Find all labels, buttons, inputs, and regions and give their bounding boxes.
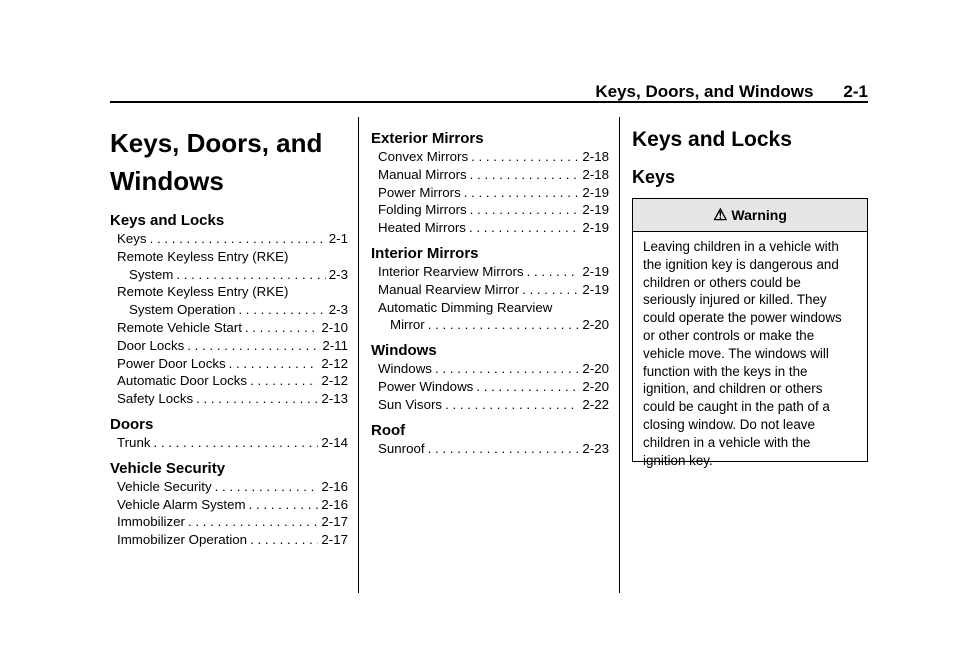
leader-dots (445, 396, 579, 414)
leader-dots (470, 201, 580, 219)
leader-dots (245, 319, 318, 337)
toc-entry[interactable] (110, 531, 348, 549)
warning-line: or other controls or make the (643, 327, 815, 343)
toc-entry-title: Immobilizer (117, 514, 185, 530)
toc-entry-title: Remote Keyless Entry (RKE) (117, 284, 289, 300)
toc-entry-title: Automatic Dimming Rearview (378, 299, 553, 315)
toc-entry-title-cont: System (129, 266, 174, 282)
toc-entry-page: 2-18 (582, 149, 609, 164)
warning-line: Leaving children in a vehicle with (643, 239, 839, 254)
leader-dots (470, 166, 580, 184)
toc-entry[interactable] (110, 496, 348, 514)
toc-entry[interactable] (110, 230, 348, 248)
toc-heading-vehicle-security: Vehicle Security (110, 459, 226, 477)
toc-list (110, 434, 348, 452)
leader-dots (428, 440, 580, 458)
leader-dots (527, 263, 580, 281)
toc-entry-title: Sunroof (378, 440, 425, 456)
toc-entry-page: 2-23 (582, 440, 609, 456)
warning-line: the ignition key is dangerous and (643, 256, 839, 272)
toc-entry-page: 2-19 (582, 220, 609, 236)
toc-entry-page: 2-3 (328, 266, 348, 282)
toc-list (371, 440, 609, 458)
toc-entry-title: Remote Vehicle Start (117, 319, 242, 335)
toc-entry[interactable] (371, 378, 609, 396)
toc-entry[interactable] (371, 396, 609, 414)
warning-label: Warning (731, 207, 787, 223)
toc-entry-page: 2-18 (582, 166, 609, 182)
toc-entry-page: 2-19 (582, 263, 609, 279)
warning-box (632, 198, 868, 468)
toc-entry-page: 2-16 (321, 478, 348, 494)
toc-entry[interactable] (110, 337, 348, 355)
chapter-title-line-2: Windows (110, 166, 224, 196)
toc-column-2 (371, 130, 609, 465)
toc-entry-title: Trunk (117, 434, 151, 450)
toc-entry-title: Convex Mirrors (378, 149, 469, 164)
toc-entry-title: Interior Rearview Mirrors (378, 263, 524, 279)
toc-entry[interactable] (371, 281, 609, 299)
toc-entry-title: Door Locks (117, 337, 185, 353)
toc-entry[interactable] (110, 248, 348, 284)
toc-entry-title: Folding Mirrors (378, 202, 467, 218)
toc-entry-page: 2-17 (321, 532, 348, 548)
toc-entry[interactable] (110, 390, 348, 408)
toc-entry-title: Safety Locks (117, 391, 194, 407)
toc-entry-page: 2-19 (582, 281, 609, 297)
toc-entry-page: 2-14 (321, 434, 348, 450)
leader-dots (176, 266, 325, 284)
leader-dots (469, 219, 579, 237)
leader-dots (150, 230, 326, 248)
toc-heading-keys-and-locks: Keys and Locks (110, 212, 225, 229)
toc-entry-title: Power Mirrors (378, 184, 461, 200)
toc-entry-title: Manual Mirrors (378, 166, 467, 182)
leader-dots (196, 390, 318, 408)
warning-line: vehicle move. The windows will (643, 345, 829, 361)
leader-dots (238, 301, 325, 319)
warning-line: closing window. Do not leave (643, 416, 815, 432)
toc-entry[interactable] (371, 166, 609, 184)
toc-entry-page: 2-3 (328, 302, 348, 318)
warning-text (633, 232, 867, 469)
column-divider-1 (358, 117, 359, 593)
toc-entry-page: 2-13 (321, 391, 348, 407)
toc-entry-title: Manual Rearview Mirror (378, 281, 520, 297)
warning-line: could be caught in the path of a (643, 399, 830, 415)
leader-dots (428, 316, 580, 334)
toc-entry-title: Power Door Locks (117, 355, 226, 371)
toc-entry[interactable] (110, 319, 348, 337)
toc-entry[interactable] (110, 478, 348, 496)
leader-dots (154, 434, 319, 452)
leader-dots (187, 337, 319, 355)
toc-entry-page: 2-12 (321, 373, 348, 389)
leader-dots (476, 378, 579, 396)
toc-list (110, 478, 348, 549)
toc-heading-exterior-mirrors: Exterior Mirrors (371, 130, 484, 147)
toc-entry[interactable] (110, 513, 348, 531)
toc-entry[interactable] (371, 219, 609, 237)
toc-entry-page: 2-16 (321, 496, 348, 512)
leader-dots (188, 513, 318, 531)
header-title: Keys, Doors, and Windows (595, 82, 814, 101)
toc-heading-doors: Doors (110, 415, 154, 433)
toc-heading-windows: Windows (371, 342, 437, 360)
toc-entry-title: Power Windows (378, 378, 474, 394)
chapter-title (110, 124, 322, 200)
toc-entry-title: Windows (378, 361, 432, 377)
toc-entry[interactable] (371, 148, 609, 166)
column-divider-2 (619, 117, 620, 593)
toc-entry[interactable] (110, 372, 348, 390)
leader-dots (250, 372, 318, 390)
toc-entry[interactable] (110, 355, 348, 373)
toc-entry-page: 2-17 (321, 514, 348, 530)
leader-dots (249, 496, 319, 514)
leader-dots (215, 478, 319, 496)
toc-entry[interactable] (110, 283, 348, 319)
toc-entry-title: Keys (117, 231, 147, 246)
toc-entry-title: Vehicle Alarm System (117, 496, 246, 512)
warning-line: ignition, and children or others (643, 381, 823, 397)
toc-list (371, 360, 609, 413)
subsection-heading: Keys (632, 167, 676, 187)
warning-header (633, 199, 867, 232)
leader-dots (229, 355, 319, 373)
toc-column-1 (110, 212, 348, 557)
toc-entry[interactable] (371, 440, 609, 458)
toc-entry[interactable] (371, 299, 609, 335)
toc-entry-page: 2-19 (582, 202, 609, 218)
toc-entry-title: Remote Keyless Entry (RKE) (117, 248, 289, 264)
toc-entry-title: Sun Visors (378, 396, 443, 412)
header-rule (110, 101, 868, 103)
leader-dots (250, 531, 318, 549)
toc-list (110, 230, 348, 408)
toc-heading-interior-mirrors: Interior Mirrors (371, 244, 479, 262)
warning-line: ignition key. (643, 452, 713, 468)
warning-line: children in a vehicle with the (643, 434, 811, 450)
warning-line: function with the keys in the (643, 363, 808, 379)
toc-entry-page: 2-10 (321, 319, 348, 335)
header-page-number: 2-1 (843, 82, 868, 101)
toc-entry[interactable] (371, 184, 609, 202)
toc-entry-page: 2-12 (321, 355, 348, 371)
toc-entry[interactable] (110, 434, 348, 452)
toc-entry-title: Automatic Door Locks (117, 373, 248, 389)
toc-entry-title: Immobilizer Operation (117, 532, 248, 548)
toc-entry-page: 2-22 (582, 396, 609, 412)
toc-entry-page: 2-20 (582, 361, 609, 377)
toc-heading-roof: Roof (371, 421, 406, 439)
leader-dots (464, 184, 580, 202)
leader-dots (471, 148, 579, 166)
leader-dots (522, 281, 579, 299)
toc-entry-page: 2-11 (322, 337, 348, 353)
warning-line: seriously injured or killed. They (643, 292, 827, 308)
toc-entry-page: 2-20 (582, 317, 609, 333)
section-heading: Keys and Locks (632, 128, 792, 151)
running-header (0, 82, 868, 102)
leader-dots (435, 360, 579, 378)
toc-entry[interactable] (371, 201, 609, 219)
toc-entry-title-cont: Mirror (390, 317, 425, 333)
toc-entry-title: Vehicle Security (117, 478, 212, 494)
toc-list (371, 263, 609, 334)
warning-line: could operate the power windows (643, 310, 842, 326)
chapter-title-line-1: Keys, Doors, and (110, 128, 323, 158)
toc-entry-page: 2-19 (582, 184, 609, 200)
toc-entry-title-cont: System Operation (129, 302, 236, 318)
toc-entry-title: Heated Mirrors (378, 220, 466, 236)
toc-list (371, 148, 609, 237)
warning-line: children or others could be (643, 274, 801, 290)
toc-entry-page: 2-20 (582, 378, 609, 394)
toc-entry-page: 2-1 (328, 231, 348, 246)
toc-entry[interactable] (371, 263, 609, 281)
warning-triangle-icon: ⚠ (713, 207, 728, 224)
toc-entry[interactable] (371, 360, 609, 378)
